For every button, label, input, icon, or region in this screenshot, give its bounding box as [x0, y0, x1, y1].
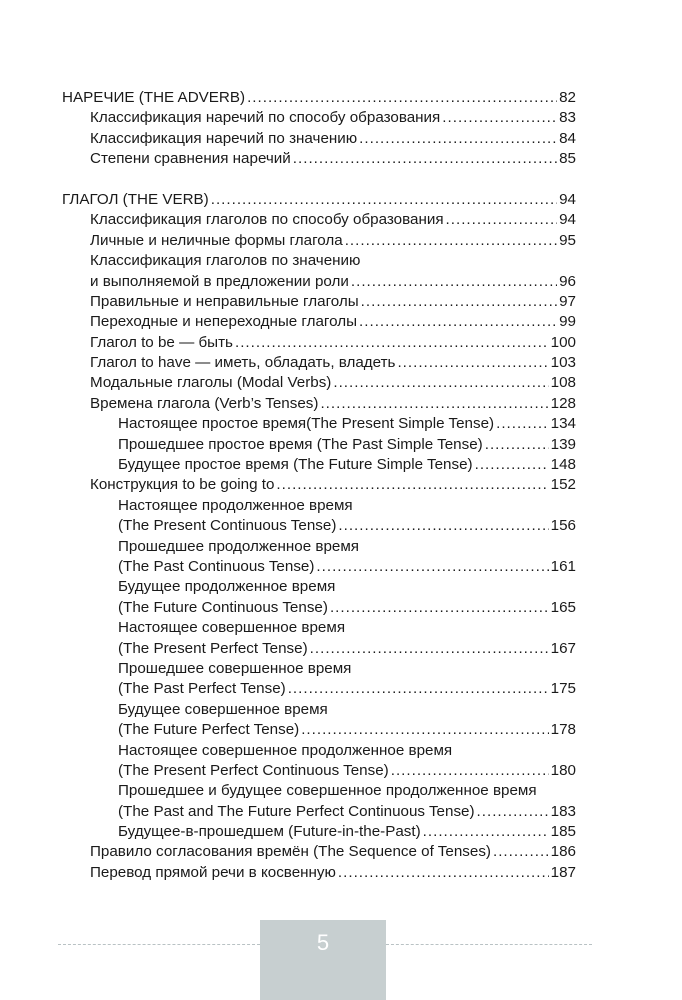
toc-entry-title: Глагол to be — быть [90, 333, 233, 351]
toc-entry [62, 741, 576, 761]
toc-entry [62, 822, 576, 842]
toc-entry-title: Правило согласования времён (The Sequence of Tenses) [90, 843, 491, 861]
toc-entry-title: Настоящее продолженное время [118, 496, 353, 514]
toc-entry-title: Перевод прямой речи в косвенную [90, 863, 336, 881]
toc-entry [62, 679, 576, 699]
toc-page-number: 100 [550, 333, 576, 351]
toc-entry [62, 700, 576, 720]
toc-entry [62, 537, 576, 557]
toc-entry [62, 781, 576, 801]
toc-leader-dots [338, 516, 548, 536]
toc-entry-title: Времена глагола (Verb’s Tenses) [90, 394, 319, 412]
toc-entry-title: Классификация наречий по значению [90, 129, 358, 147]
toc-page-number: 156 [550, 517, 576, 535]
toc-leader-dots [345, 231, 557, 251]
toc-leader-dots [391, 761, 549, 781]
toc-entry-title: Будущее простое время (The Future Simple Tense) [118, 456, 473, 474]
toc-entry [62, 353, 576, 373]
toc-entry-title: Конструкция to be going to [90, 476, 275, 494]
toc-entry-title: Настоящее совершенное продолженное время [118, 741, 453, 759]
toc-entry-title: Прошедшее продолженное время [118, 537, 360, 555]
toc-page-number: 187 [550, 863, 576, 881]
toc-leader-dots [359, 312, 557, 332]
toc-leader-dots [338, 863, 549, 883]
table-of-contents [62, 88, 576, 883]
toc-entry [62, 516, 576, 536]
toc-entry [62, 251, 576, 271]
toc-page-number: 167 [550, 639, 576, 657]
toc-entry-title: Классификация глаголов по значению [90, 252, 361, 270]
toc-entry [62, 231, 576, 251]
toc-entry [62, 802, 576, 822]
toc-page-number: 95 [559, 231, 576, 249]
toc-page-number: 83 [559, 109, 576, 127]
toc-leader-dots [496, 414, 549, 434]
toc-page-number: 96 [559, 272, 576, 290]
toc-entry-title: Классификация глаголов по способу образования [90, 211, 444, 229]
toc-entry [62, 272, 576, 292]
toc-section-heading [62, 88, 576, 108]
toc-entry-title: Прошедшее совершенное время [118, 659, 352, 677]
toc-page-number: 165 [550, 598, 576, 616]
toc-leader-dots [475, 455, 549, 475]
footer-dashed-line-right [386, 944, 592, 945]
toc-entry-title: (The Present Perfect Tense) [118, 639, 308, 657]
toc-entry-title: (The Past Perfect Tense) [118, 680, 286, 698]
toc-page-number: 103 [550, 354, 576, 372]
toc-leader-dots [477, 802, 549, 822]
toc-page-number: 99 [559, 313, 576, 331]
toc-entry [62, 842, 576, 862]
toc-entry-title: Прошедшее и будущее совершенное продолженное время [118, 782, 537, 800]
page-number: 5 [316, 930, 330, 955]
toc-entry-title: Настоящее совершенное время [118, 619, 346, 637]
toc-page-number: 82 [559, 89, 576, 106]
toc-entry-title: Будущее-в-прошедшем (Future-in-the-Past) [118, 823, 421, 841]
toc-page-number: 175 [550, 680, 576, 698]
page-number-box [260, 920, 386, 1000]
toc-entry [62, 129, 576, 149]
toc-entry-title: (The Past Continuous Tense) [118, 557, 315, 575]
toc-entry-title: Классификация наречий по способу образования [90, 109, 441, 127]
toc-entry [62, 210, 576, 230]
toc-page-number: 108 [550, 374, 576, 392]
toc-entry [62, 761, 576, 781]
toc-entry [62, 312, 576, 332]
toc-leader-dots [301, 720, 548, 740]
toc-leader-dots [247, 88, 557, 108]
toc-entry [62, 373, 576, 393]
toc-entry [62, 639, 576, 659]
toc-leader-dots [442, 108, 557, 128]
toc-entry-title: Личные и неличные формы глагола [90, 231, 343, 249]
toc-leader-dots [351, 272, 557, 292]
toc-page-number: 183 [550, 802, 576, 820]
toc-entry-title: Переходные и непереходные глаголы [90, 313, 358, 331]
toc-page-number: 94 [559, 190, 576, 208]
toc-leader-dots [293, 149, 557, 169]
toc-entry [62, 720, 576, 740]
toc-entry-title: Степени сравнения наречий [90, 150, 291, 168]
toc-leader-dots [361, 292, 557, 312]
toc-entry [62, 394, 576, 414]
toc-entry-title: (The Future Continuous Tense) [118, 598, 328, 616]
toc-page-number: 180 [550, 761, 576, 779]
toc-entry [62, 618, 576, 638]
toc-entry-title: Правильные и неправильные глаголы [90, 292, 359, 310]
toc-leader-dots [320, 394, 548, 414]
toc-page-number: 94 [559, 211, 576, 229]
toc-page-number: 85 [559, 150, 576, 168]
toc-entry-title: (The Future Perfect Tense) [118, 721, 300, 739]
toc-leader-dots [330, 598, 549, 618]
toc-entry [62, 414, 576, 434]
toc-entry-title: ГЛАГОЛ (THE VERB) [62, 190, 209, 208]
toc-entry-title: (The Present Continuous Tense) [118, 517, 337, 535]
toc-leader-dots [397, 353, 548, 373]
toc-entry-title: Будущее продолженное время [118, 578, 336, 596]
toc-leader-dots [211, 190, 557, 210]
toc-entry-title: НАРЕЧИЕ (THE ADVERB) [62, 89, 246, 106]
toc-page-number: 97 [559, 292, 576, 310]
toc-entry-title: Настоящее простое время(The Present Simple Tense) [118, 415, 495, 433]
toc-page-number: 152 [550, 476, 576, 494]
toc-entry-title: Глагол to have — иметь, обладать, владеть [90, 354, 396, 372]
toc-entry [62, 557, 576, 577]
toc-entry [62, 435, 576, 455]
toc-entry [62, 455, 576, 475]
toc-leader-dots [423, 822, 549, 842]
toc-page-number: 178 [550, 721, 576, 739]
toc-leader-dots [485, 435, 549, 455]
toc-page-number: 186 [550, 843, 576, 861]
toc-entry [62, 475, 576, 495]
toc-entry [62, 333, 576, 353]
toc-section-heading [62, 190, 576, 210]
toc-page-number: 148 [550, 456, 576, 474]
toc-page-number: 185 [550, 823, 576, 841]
toc-entry-title: (The Past and The Future Perfect Continuous Tense) [118, 802, 475, 820]
toc-leader-dots [446, 210, 558, 230]
footer-dashed-line-left [58, 944, 260, 945]
toc-entry [62, 598, 576, 618]
toc-entry [62, 149, 576, 169]
toc-leader-dots [276, 475, 548, 495]
toc-entry-title: Модальные глаголы (Modal Verbs) [90, 374, 332, 392]
toc-entry [62, 108, 576, 128]
toc-page-number: 139 [550, 435, 576, 453]
toc-leader-dots [316, 557, 548, 577]
toc-leader-dots [288, 679, 549, 699]
toc-leader-dots [235, 333, 549, 353]
toc-page-number: 161 [550, 557, 576, 575]
toc-leader-dots [310, 639, 549, 659]
toc-leader-dots [333, 373, 548, 393]
toc-entry-title: Прошедшее простое время (The Past Simple Tense) [118, 435, 483, 453]
toc-entry [62, 496, 576, 516]
toc-entry-title: и выполняемой в предложении роли [90, 272, 349, 290]
toc-entry-title: (The Present Perfect Continuous Tense) [118, 761, 389, 779]
toc-entry [62, 659, 576, 679]
toc-page-number: 134 [550, 415, 576, 433]
toc-leader-dots [359, 129, 557, 149]
toc-entry-title: Будущее совершенное время [118, 700, 328, 718]
toc-entry [62, 292, 576, 312]
toc-entry [62, 863, 576, 883]
toc-entry [62, 577, 576, 597]
toc-leader-dots [493, 842, 549, 862]
toc-page-number: 128 [550, 394, 576, 412]
toc-page-number: 84 [559, 129, 576, 147]
